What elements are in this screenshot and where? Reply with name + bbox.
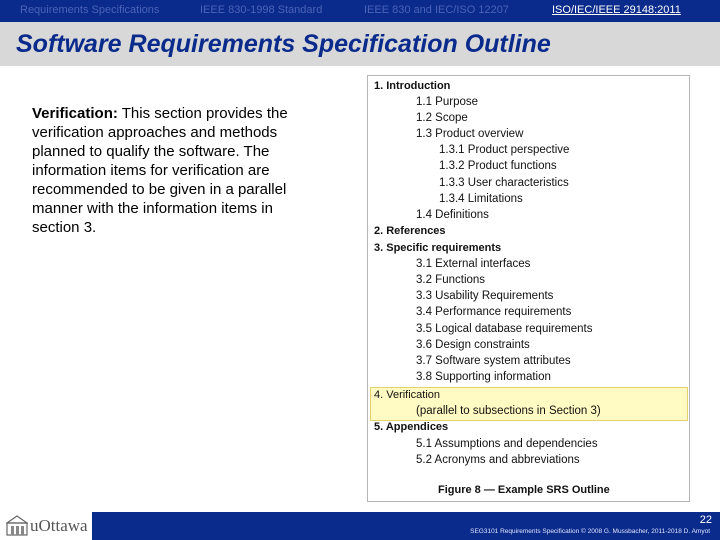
university-crest-icon <box>6 515 28 537</box>
outline-item: 1.2 Scope <box>416 112 468 124</box>
figure-caption: Figure 8 — Example SRS Outline <box>438 484 610 496</box>
outline-item: 3.7 Software system attributes <box>416 355 571 367</box>
outline-item: 3.4 Performance requirements <box>416 306 572 318</box>
outline-item: 2. References <box>374 225 446 237</box>
verification-text: This section provides the verification approaches and methods planned to qualify the software. The information items for verification are recommended to be given in a parallel manner with the information items in section 3. <box>32 105 288 236</box>
outline-item: 1.3.3 User characteristics <box>439 177 569 189</box>
slide-title: Software Requirements Specification Outline <box>16 30 551 58</box>
verification-term: Verification: <box>32 105 118 122</box>
srs-outline-figure <box>367 75 690 502</box>
outline-item: 3.6 Design constraints <box>416 339 530 351</box>
outline-item: 1.3.2 Product functions <box>439 160 557 172</box>
tab-ieee-830-1998[interactable]: IEEE 830-1998 Standard <box>200 4 323 16</box>
outline-item: 3.5 Logical database requirements <box>416 323 593 335</box>
outline-item: (parallel to subsections in Section 3) <box>416 405 601 417</box>
outline-item: 1.4 Definitions <box>416 209 489 221</box>
page-number: 22 <box>699 514 712 526</box>
outline-item: 1.3.1 Product perspective <box>439 144 570 156</box>
outline-item: 3.3 Usability Requirements <box>416 290 554 302</box>
outline-item-verification: 4. Verification <box>374 389 441 401</box>
outline-item: 1.3.4 Limitations <box>439 193 523 205</box>
outline-item: 3.2 Functions <box>416 274 486 286</box>
outline-item: 1. Introduction <box>374 80 451 92</box>
tab-ieee-830-iec-iso-12207[interactable]: IEEE 830 and IEC/ISO 12207 <box>364 4 509 16</box>
outline-item: 1.3 Product overview <box>416 128 524 140</box>
outline-item: 5. Appendices <box>374 421 449 433</box>
outline-item: 3. Specific requirements <box>374 242 502 254</box>
outline-item: 3.8 Supporting information <box>416 371 551 383</box>
tab-requirements-specifications[interactable]: Requirements Specifications <box>20 4 160 16</box>
footer-bar <box>0 512 720 540</box>
outline-item: 5.1 Assumptions and dependencies <box>416 438 598 450</box>
verification-description <box>32 104 322 237</box>
outline-item: 1.1 Purpose <box>416 96 479 108</box>
outline-item: 5.2 Acronyms and abbreviations <box>416 454 580 466</box>
tab-iso-iec-ieee-29148[interactable]: ISO/IEC/IEEE 29148:2011 <box>552 4 681 16</box>
uottawa-logo: uOttawa <box>30 516 88 535</box>
footer-copyright: SEG3101 Requirements Specification © 2008 G. Mussbacher, 2011-2018 D. Amyot <box>470 528 710 535</box>
outline-item: 3.1 External interfaces <box>416 258 531 270</box>
